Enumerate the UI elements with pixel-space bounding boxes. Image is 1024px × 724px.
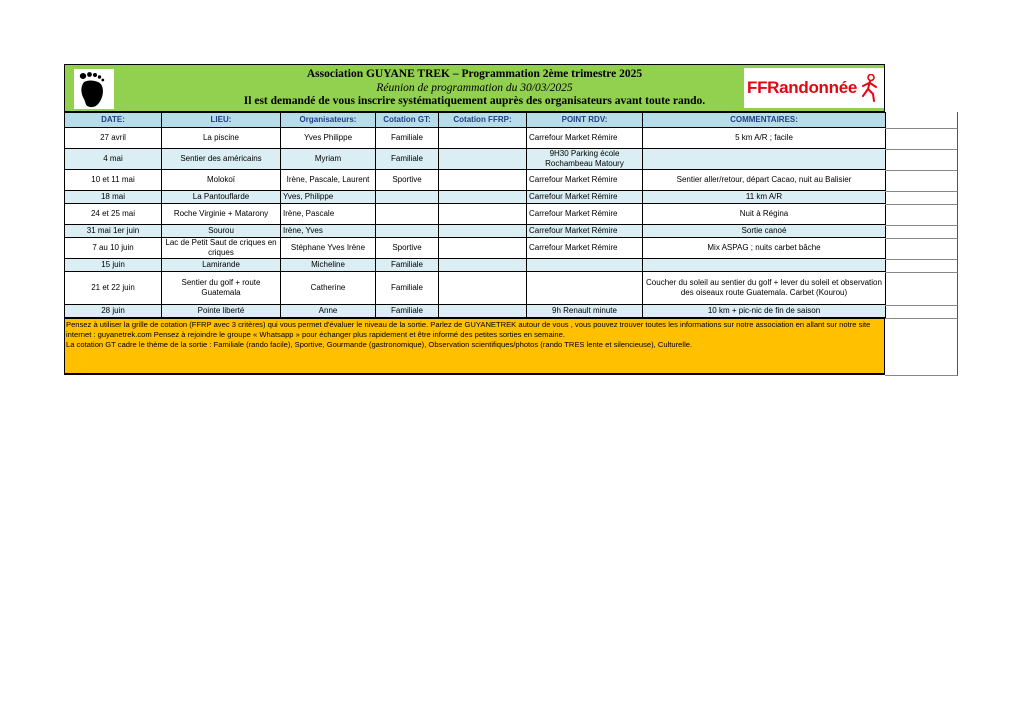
cell-lieu: La Pantouflarde xyxy=(162,191,281,204)
cell-cotation-gt: Familiale xyxy=(376,305,439,318)
cell-commentaires: Sentier aller/retour, départ Cacao, nuit au Balisier xyxy=(643,170,886,191)
cell-organisateurs: Micheline xyxy=(281,259,376,272)
footer-info-paragraph: Pensez à utiliser la grille de cotation (FFRP avec 3 critères) qui vous permet d'évaluer le niveau de la sortie. Parlez de GUYANETREK autour de vous , vous pouvez trouver toutes les informations sur notre association en allant sur notre site internet : guyanetrek.com Pensez à rejoindre le groupe « Whatsapp » pour échanger plus rapidement et être informé des petites sorties en semaine. xyxy=(66,320,871,339)
title-line-3: Il est demandé de vous inscrire systématiquement auprès des organisateurs avant toute rando. xyxy=(243,95,706,107)
cell-cotation-ffrp xyxy=(439,204,527,225)
cell-organisateurs: Anne xyxy=(281,305,376,318)
cell-cotation-ffrp xyxy=(439,170,527,191)
cell-organisateurs: Catherine xyxy=(281,272,376,305)
table-row xyxy=(65,259,886,272)
cell-commentaires: Mix ASPAG ; nuits carbet bâche xyxy=(643,238,886,259)
cell-point-rdv xyxy=(527,259,643,272)
table-row xyxy=(65,149,886,170)
cell-commentaires xyxy=(643,259,886,272)
cell-date: 18 mai xyxy=(65,191,162,204)
col-header-lieu: LIEU: xyxy=(162,113,281,128)
cell-cotation-gt: Familiale xyxy=(376,128,439,149)
cell-commentaires: 10 km + pic-nic de fin de saison xyxy=(643,305,886,318)
cell-cotation-ffrp xyxy=(439,238,527,259)
table-row xyxy=(65,170,886,191)
cell-lieu: Sourou xyxy=(162,225,281,238)
cell-date: 7 au 10 juin xyxy=(65,238,162,259)
col-header-cotation-gt: Cotation GT: xyxy=(376,113,439,128)
cell-point-rdv: 9h Renault minute xyxy=(527,305,643,318)
cell-organisateurs: Yves Philippe xyxy=(281,128,376,149)
cell-point-rdv: Carrefour Market Rémire xyxy=(527,128,643,149)
table-row xyxy=(65,204,886,225)
cell-cotation-gt xyxy=(376,204,439,225)
cell-date: 21 et 22 juin xyxy=(65,272,162,305)
table-row xyxy=(65,238,886,259)
cell-lieu: Lac de Petit Saut de criques en criques xyxy=(162,238,281,259)
cell-point-rdv: Carrefour Market Rémire xyxy=(527,238,643,259)
cell-point-rdv xyxy=(527,272,643,305)
cell-organisateurs: Irène, Yves xyxy=(281,225,376,238)
cell-cotation-gt: Familiale xyxy=(376,259,439,272)
cell-lieu: La piscine xyxy=(162,128,281,149)
cell-lieu: Sentier du golf + route Guatemala xyxy=(162,272,281,305)
table-row xyxy=(65,225,886,238)
table-row xyxy=(65,191,886,204)
cell-commentaires: 11 km A/R xyxy=(643,191,886,204)
cell-cotation-gt: Familiale xyxy=(376,149,439,170)
cell-commentaires: Coucher du soleil au sentier du golf + lever du soleil et observation des oiseaux route Guatemala. Carbet (Kourou) xyxy=(643,272,886,305)
table-header-row xyxy=(65,113,886,128)
cell-commentaires xyxy=(643,149,886,170)
cell-point-rdv: Carrefour Market Rémire xyxy=(527,191,643,204)
cell-cotation-ffrp xyxy=(439,149,527,170)
hiker-icon xyxy=(859,74,881,102)
info-footer xyxy=(64,318,885,375)
cell-date: 28 juin xyxy=(65,305,162,318)
col-header-cotation-ffrp: Cotation FFRP: xyxy=(439,113,527,128)
cell-cotation-ffrp xyxy=(439,128,527,149)
cell-commentaires: Nuit à Régina xyxy=(643,204,886,225)
ffrandonnee-logo-text: FFRandonnée xyxy=(746,78,858,97)
footer-cotation-paragraph: La cotation GT cadre le thème de la sortie : Familiale (rando facile), Sportive, Gourmande (gastronomique), Observation scientifiques/photos (rando TRES lente et silencieuse), Culturelle. xyxy=(66,339,693,349)
cell-point-rdv: Carrefour Market Rémire xyxy=(527,225,643,238)
col-header-point-rdv: POINT RDV: xyxy=(527,113,643,128)
cell-organisateurs: Irène, Pascale, Laurent xyxy=(281,170,376,191)
cell-commentaires: 5 km A/R ; facile xyxy=(643,128,886,149)
cell-point-rdv: Carrefour Market Rémire xyxy=(527,204,643,225)
schedule-table xyxy=(64,112,886,318)
cell-lieu: Sentier des américains xyxy=(162,149,281,170)
cell-cotation-ffrp xyxy=(439,259,527,272)
cell-cotation-gt: Sportive xyxy=(376,238,439,259)
cell-cotation-ffrp xyxy=(439,272,527,305)
cell-date: 15 juin xyxy=(65,259,162,272)
cell-organisateurs: Myriam xyxy=(281,149,376,170)
cell-cotation-gt xyxy=(376,225,439,238)
col-header-date: DATE: xyxy=(65,113,162,128)
cell-date: 24 et 25 mai xyxy=(65,204,162,225)
cell-date: 10 et 11 mai xyxy=(65,170,162,191)
cell-commentaires: Sortie canoé xyxy=(643,225,886,238)
cell-cotation-gt: Sportive xyxy=(376,170,439,191)
col-header-organisateurs: Organisateurs: xyxy=(281,113,376,128)
cell-cotation-ffrp xyxy=(439,191,527,204)
schedule-sheet xyxy=(64,64,958,375)
cell-organisateurs: Irène, Pascale xyxy=(281,204,376,225)
cell-date: 27 avril xyxy=(65,128,162,149)
ffrandonnee-logo xyxy=(744,68,884,108)
cell-cotation-gt xyxy=(376,191,439,204)
title-line-2: Réunion de programmation du 30/03/2025 xyxy=(376,81,573,94)
cell-lieu: Roche Virginie + Matarony xyxy=(162,204,281,225)
cell-organisateurs: Stéphane Yves Irène xyxy=(281,238,376,259)
cell-organisateurs: Yves, Philippe xyxy=(281,191,376,204)
cell-date: 31 mai 1er juin xyxy=(65,225,162,238)
cell-cotation-ffrp xyxy=(439,225,527,238)
cell-date: 4 mai xyxy=(65,149,162,170)
sheet-header xyxy=(64,64,885,112)
table-row xyxy=(65,128,886,149)
col-header-commentaires: COMMENTAIRES: xyxy=(643,113,886,128)
cell-point-rdv: 9H30 Parking école Rochambeau Matoury xyxy=(527,149,643,170)
cell-lieu: Molokoï xyxy=(162,170,281,191)
title-line-1: Association GUYANE TREK – Programmation 2ème trimestre 2025 xyxy=(306,68,643,80)
cell-cotation-gt: Familiale xyxy=(376,272,439,305)
table-row xyxy=(65,305,886,318)
cell-lieu: Pointe liberté xyxy=(162,305,281,318)
cell-cotation-ffrp xyxy=(439,305,527,318)
extra-column-gridlines xyxy=(885,112,958,376)
cell-lieu: Lamirande xyxy=(162,259,281,272)
table-row xyxy=(65,272,886,305)
cell-point-rdv: Carrefour Market Rémire xyxy=(527,170,643,191)
